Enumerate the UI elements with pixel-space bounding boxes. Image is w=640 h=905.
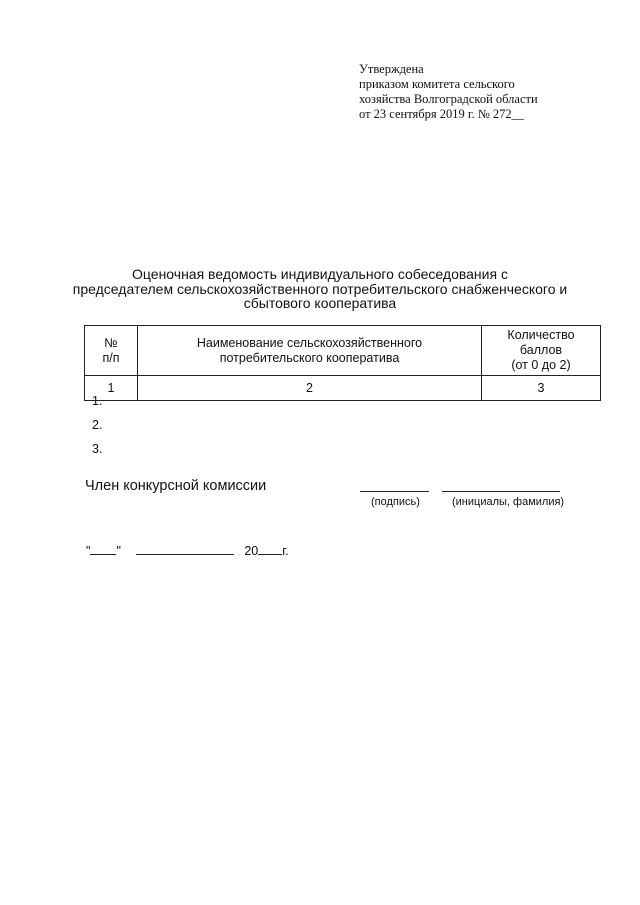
approval-line-4: от 23 сентября 2019 г. № 272__ (359, 107, 525, 121)
table-cell: 3 (482, 376, 601, 401)
header-number (85, 326, 138, 376)
approval-line-3: хозяйства Волгоградской области (359, 92, 538, 106)
list-item: 1. (92, 394, 103, 408)
approval-stamp (359, 62, 538, 122)
list-item: 2. (92, 418, 103, 432)
header-cooperative-name (138, 326, 482, 376)
date-open-quote: " (86, 544, 91, 558)
title-line-2: председателем сельскохозяйственного потребительского снабженческого и (72, 280, 568, 297)
title-line-1: Оценочная ведомость индивидуального собеседования с (132, 266, 508, 282)
year-blank (258, 542, 282, 555)
approval-line-2: приказом комитета сельского (359, 77, 515, 91)
entries-list (92, 389, 102, 461)
title-line-3: сбытового кооператива (243, 295, 397, 311)
score-table (84, 325, 601, 401)
commission-member-label: Член конкурсной комиссии (85, 478, 267, 494)
table-index-row (85, 376, 601, 401)
name-caption: (инициалы, фамилия) (452, 496, 565, 508)
table-header-row (85, 326, 601, 376)
year-prefix: 20 (244, 544, 259, 558)
list-item: 3. (92, 442, 103, 456)
table-cell: 2 (138, 376, 482, 401)
signature-blank-line (360, 491, 429, 492)
document-title (60, 267, 580, 311)
header-name-line-1: Наименование сельскохозяйственного (196, 335, 423, 350)
header-number-line-1: № (104, 335, 118, 350)
year-suffix: г. (282, 544, 289, 558)
signature-caption: (подпись) (371, 496, 420, 508)
header-score-line-2: (от 0 до 2) (511, 358, 571, 372)
name-blank-line (442, 491, 560, 492)
date-line (86, 542, 289, 558)
table-cell: 1 (85, 376, 138, 401)
month-blank (136, 542, 234, 555)
header-score (482, 326, 601, 376)
day-blank (90, 542, 116, 555)
header-name-line-2: потребительского кооператива (219, 350, 400, 365)
approval-line-1: Утверждена (359, 62, 424, 76)
date-close-quote: " (116, 544, 121, 558)
header-number-line-2: п/п (102, 350, 120, 365)
header-score-line-1: Количество баллов (507, 328, 575, 357)
